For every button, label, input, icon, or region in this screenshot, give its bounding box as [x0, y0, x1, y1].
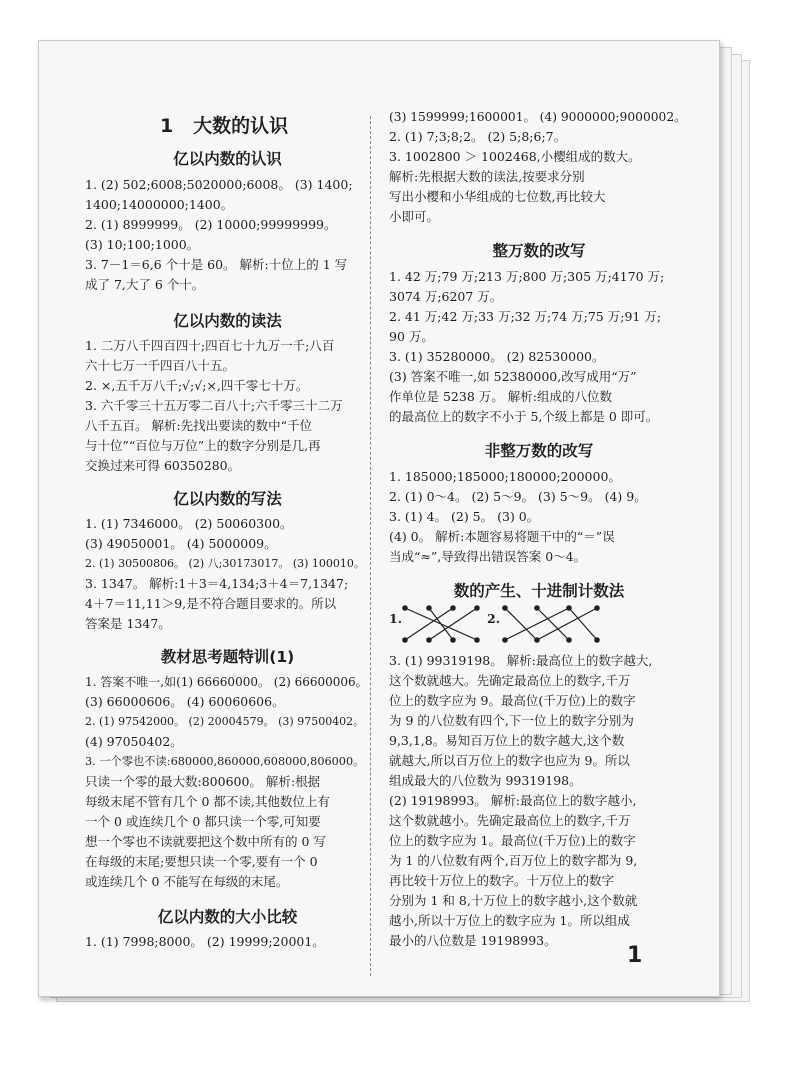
- answer-line: 2. (1) 0～4。 (2) 5～9。 (3) 5～9。 (4) 9。: [389, 489, 647, 504]
- section-title: 教材思考题特训(1): [160, 648, 295, 666]
- answer-line: 与十位”“百位与万位”上的数字分别是几,再: [85, 438, 321, 453]
- answer-line: 2. (1) 7;3;8;2。 (2) 5;8;6;7。: [389, 129, 567, 144]
- page-number: 1: [627, 943, 643, 968]
- answer-line: 当成“≈”,导致得出错误答案 0～4。: [389, 549, 587, 564]
- answer-line: 写出小樱和小华组成的七位数,再比较大: [389, 189, 606, 204]
- answer-line: 1. 二万八千四百四十;四百七十九万一千;八百: [85, 338, 335, 353]
- answer-line: 位上的数字应为 1。最高位(千万位)上的数字: [389, 833, 636, 848]
- matching-lines-diagram-2: [501, 603, 601, 645]
- answer-line: 想一个零也不读就要把这个数中所有的 0 写: [85, 834, 326, 849]
- section-title: 亿以内数的读法: [173, 312, 282, 330]
- answer-line: (4) 97050402。: [85, 734, 183, 749]
- chapter-heading: [160, 111, 288, 138]
- answer-line: 这个数就越大。先确定最高位上的数字,千万: [389, 673, 631, 688]
- answer-line: 1. 185000;185000;180000;200000。: [389, 469, 621, 484]
- answer-line: 分别为 1 和 8,十万位上的数字越小,这个数就: [389, 893, 638, 908]
- answer-line: 再比较十万位上的数字。十万位上的数字: [389, 873, 615, 888]
- answer-line: (3) 1599999;1600001。 (4) 9000000;9000002。: [389, 110, 687, 124]
- answer-line: 或连续几个 0 不能写在每级的末尾。: [85, 874, 289, 889]
- answer-line: 1. 42 万;79 万;213 万;800 万;305 万;4170 万;: [389, 269, 665, 284]
- answer-line: (3) 10;100;1000。: [85, 237, 200, 252]
- question-label: 1.: [389, 611, 403, 626]
- answer-line: 2. 41 万;42 万;33 万;32 万;74 万;75 万;91 万;: [389, 309, 662, 324]
- answer-line: 3. (1) 99319198。 解析:最高位上的数字越大,: [389, 653, 653, 668]
- answer-line: 八千五百。 解析:先找出要读的数中“千位: [85, 418, 313, 433]
- answer-page: [38, 40, 720, 997]
- answer-line: 1. (2) 502;6008;5020000;6008。 (3) 1400;: [85, 177, 353, 192]
- section-title: 整万数的改写: [492, 242, 586, 260]
- question-label: 2.: [487, 611, 501, 626]
- answer-line: (4) 0。 解析:本题容易将题干中的“＝”误: [389, 529, 615, 544]
- answer-line: 这个数就越小。先确定最高位上的数字,千万: [389, 813, 631, 828]
- answer-line: 9,3,1,8。易知百万位上的数字越大,这个数: [389, 733, 625, 748]
- answer-line: 3. 六千零三十五万零二百八十;六千零三十二万: [85, 398, 343, 413]
- answer-line: 每级末尾不管有几个 0 都不读,其他数位上有: [85, 794, 330, 809]
- answer-line: 3. 1347。 解析:1＋3＝4,134;3＋4＝7,1347;: [85, 576, 349, 591]
- section-title: 非整万数的改写: [484, 442, 594, 460]
- answer-line: 组成最大的八位数为 99319198。: [389, 773, 582, 788]
- answer-line: 交换过来可得 60350280。: [85, 458, 241, 473]
- chapter-title: 大数的认识: [193, 115, 289, 137]
- answer-line: 3. (1) 35280000。 (2) 82530000。: [389, 349, 605, 364]
- answer-line: 3. (1) 4。 (2) 5。 (3) 0。: [389, 509, 540, 524]
- answer-line: 位上的数字应为 9。最高位(千万位)上的数字: [389, 693, 636, 708]
- answer-line: 只读一个零的最大数:800600。 解析:根据: [85, 774, 321, 789]
- answer-line: 2. (1) 30500806。 (2) 八;30173017。 (3) 100010。: [85, 557, 365, 570]
- column-divider: [370, 116, 371, 976]
- answer-line: 六十七万一千四百八十五。: [85, 358, 236, 373]
- section-title: 亿以内数的认识: [173, 150, 282, 168]
- answer-line: 的最高位上的数字不小于 5,个级上都是 0 即可。: [389, 409, 659, 424]
- answer-line: 90 万。: [389, 329, 434, 344]
- answer-line: 成了 7,大了 6 个十。: [85, 277, 205, 292]
- answer-line: 越小,所以十万位上的数字应为 1。所以组成: [389, 913, 630, 928]
- answer-line: 答案是 1347。: [85, 616, 171, 631]
- answer-line: 一个 0 或连续几个 0 都只读一个零,可知要: [85, 814, 321, 829]
- answer-line: (2) 19198993。 解析:最高位上的数字越小,: [389, 793, 637, 808]
- answer-line: 1. (1) 7998;8000。 (2) 19999;20001。: [85, 934, 325, 949]
- answer-line: (3) 49050001。 (4) 5000009。: [85, 536, 277, 551]
- answer-line: 4＋7＝11,11＞9,是不符合题目要求的。所以: [85, 596, 337, 611]
- answer-line: (3) 66000606。 (4) 60060606。: [85, 694, 285, 709]
- matching-lines-diagram-1: [401, 603, 481, 645]
- section-title: 数的产生、十进制计数法: [453, 582, 625, 600]
- answer-line: 3. 1002800 ＞ 1002468,小樱组成的数大。: [389, 149, 641, 164]
- section-title: 亿以内数的写法: [173, 490, 282, 508]
- answer-line: 2. (1) 8999999。 (2) 10000;99999999。: [85, 217, 337, 232]
- answer-line: 在每级的末尾;要想只读一个零,要有一个 0: [85, 854, 318, 869]
- answer-line: 3074 万;6207 万。: [389, 289, 503, 304]
- chapter-number: 1: [160, 115, 174, 137]
- answer-line: 2. (1) 97542000。 (2) 20004579。 (3) 97500402。: [85, 715, 365, 728]
- answer-line: 2. ×,五千万八千;√;√;×,四千零七十万。: [85, 378, 309, 393]
- answer-line: 为 9 的八位数有四个,下一位上的数字分别为: [389, 713, 634, 728]
- answer-line: (3) 答案不唯一,如 52380000,改写成用“万”: [389, 369, 637, 384]
- answer-line: 1400;14000000;1400。: [85, 197, 234, 212]
- answer-line: 就越大,所以百万位上的数字也应为 9。所以: [389, 753, 630, 768]
- answer-line: 1. 答案不唯一,如(1) 66660000。 (2) 66600006。: [85, 675, 368, 689]
- answer-line: 最小的八位数是 19198993。: [389, 933, 557, 948]
- section-title: 亿以内数的大小比较: [157, 908, 298, 926]
- answer-line: 为 1 的八位数有两个,百万位上的数字都为 9,: [389, 853, 638, 868]
- answer-line: 3. 一个零也不读:680000,860000,608000,806000。: [85, 755, 365, 768]
- answer-line: 1. (1) 7346000。 (2) 50060300。: [85, 516, 293, 531]
- answer-line: 3. 7－1＝6,6 个十是 60。 解析:十位上的 1 写: [85, 257, 348, 272]
- answer-line: 小即可。: [389, 209, 440, 224]
- answer-line: 作单位是 5238 万。 解析:组成的八位数: [389, 389, 612, 404]
- answer-line: 解析:先根据大数的读法,按要求分别: [389, 169, 585, 184]
